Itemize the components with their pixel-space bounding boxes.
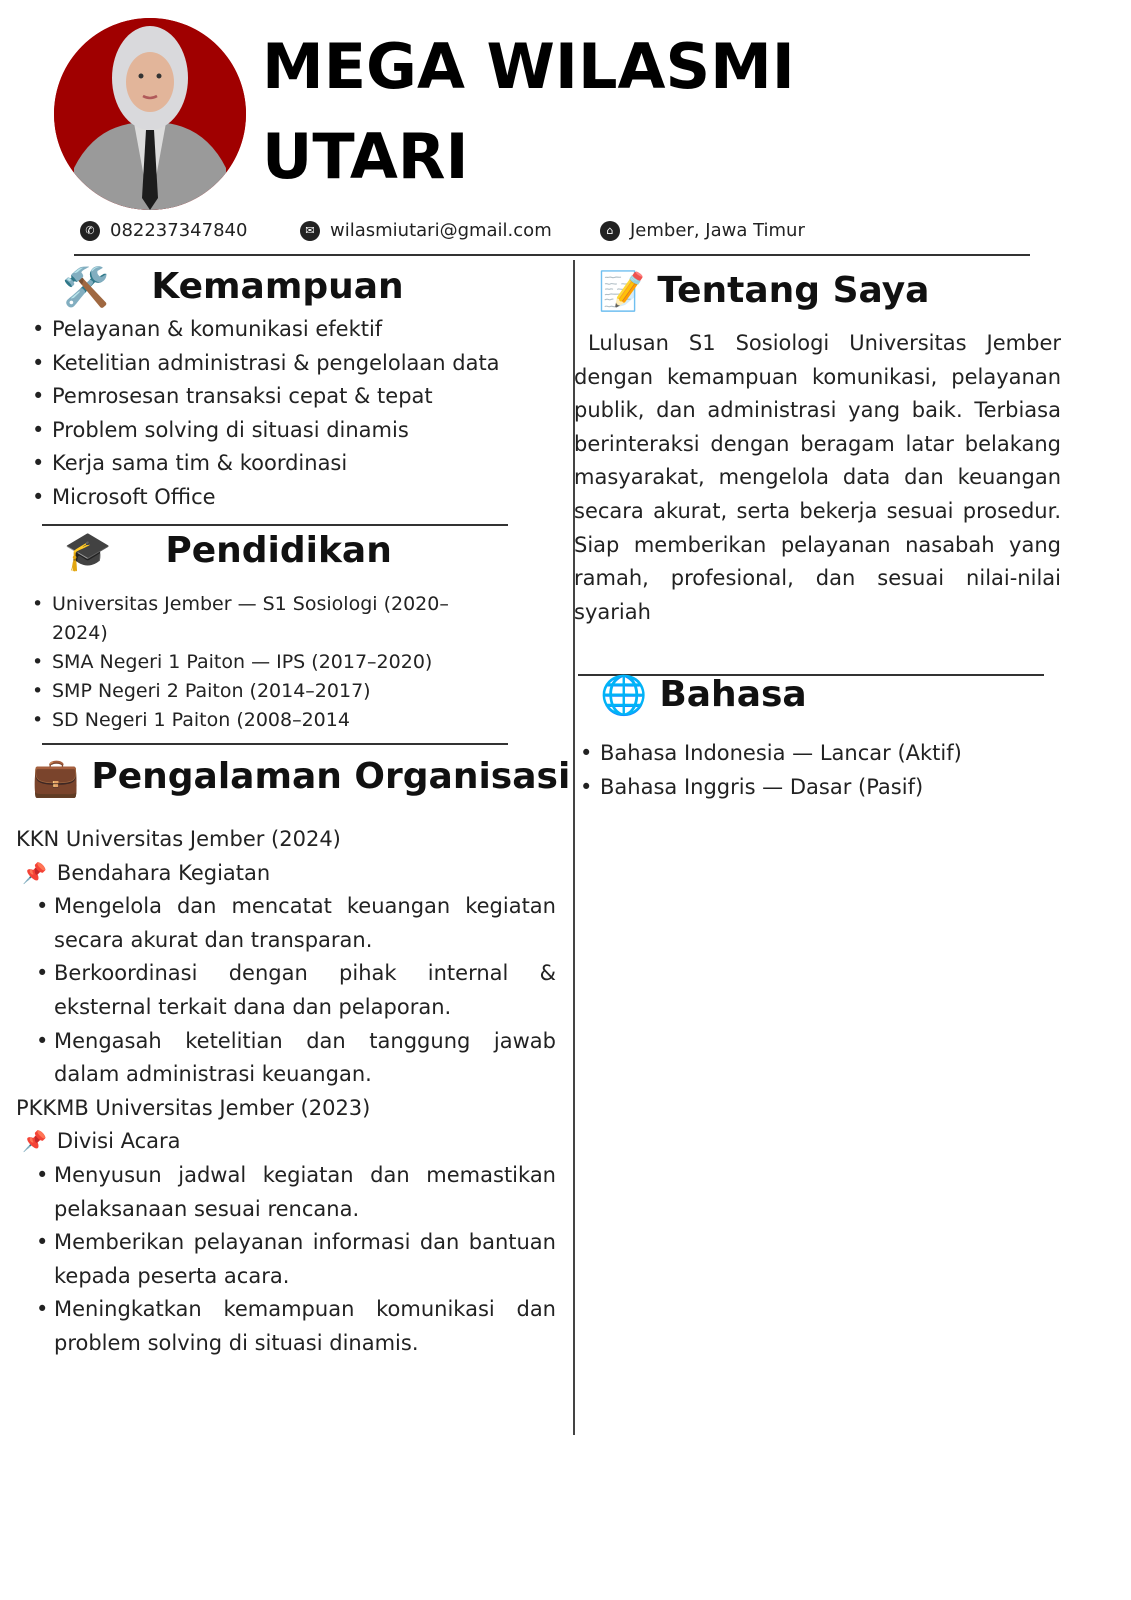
phone-icon: ✆ [80,221,100,241]
skill-item: • Pemrosesan transaksi cepat & tepat [32,380,500,414]
skill-item: • Pelayanan & komunikasi efektif [32,313,500,347]
email-address: wilasmiutari@gmail.com [330,220,552,241]
organization-name: KKN Universitas Jember (2024) [16,827,341,851]
briefcase-icon: 💼 [32,754,80,799]
skill-item: • Kerja sama tim & koordinasi [32,447,500,481]
organization-title: Pengalaman Organisasi [91,756,571,797]
phone-number: 082237347840 [110,220,248,241]
contact-email [300,220,552,241]
skill-item: • Microsoft Office [32,481,500,515]
organization-entry [16,1092,556,1361]
role-title: Bendahara Kegiatan [56,860,271,885]
role-point: • Berkoordinasi dengan pihak internal & eksternal terkait dana dan pelaporan. [36,957,556,1024]
role-point: • Mengasah ketelitian dan tanggung jawab dalam administrasi keuangan. [36,1025,556,1092]
language-item: • Bahasa Indonesia — Lancar (Aktif) [580,736,962,770]
about-text [574,327,1061,629]
organization-heading [32,756,570,797]
skill-item: • Ketelitian administrasi & pengelolaan data [32,347,500,381]
globe-icon: 🌐 [600,672,648,717]
role-points [36,890,556,1092]
organization-role [16,857,556,891]
hammer-and-wrench-icon: 🛠️ [62,264,110,309]
languages-heading [600,674,807,715]
role-point: • Mengelola dan mencatat keuangan kegiatan secara akurat dan transparan. [36,890,556,957]
mail-icon: ✉ [300,221,320,241]
role-point: • Meningkatkan kemampuan komunikasi dan problem solving di situasi dinamis. [36,1293,556,1360]
contact-phone [80,220,247,241]
contact-location [600,220,805,241]
about-title: Tentang Saya [657,270,930,311]
location-text: Jember, Jawa Timur [630,220,805,241]
education-title: Pendidikan [165,530,392,571]
skills-title: Kemampuan [151,266,404,307]
organization-name: PKKMB Universitas Jember (2023) [16,1095,371,1120]
profile-photo-illustration [54,18,246,210]
profile-photo [54,18,246,210]
skills-list [32,313,500,515]
education-list [32,590,502,735]
name-line-2: UTARI [262,120,469,193]
skills-divider [42,524,508,526]
skills-heading [62,266,404,307]
education-item: • SMP Negeri 2 Paiton (2014–2017) [32,677,502,706]
memo-icon: 📝 [598,268,646,313]
role-points [36,1159,556,1361]
languages-list [580,736,962,804]
languages-title: Bahasa [659,674,807,715]
organization-list [16,823,556,1361]
organization-role [16,1125,556,1159]
about-heading [598,270,929,311]
candidate-name [262,22,795,202]
education-item: • SD Negeri 1 Paiton (2008–2014 [32,706,502,735]
education-item: • Universitas Jember — S1 Sosiologi (2020–2024) [32,590,502,648]
graduation-cap-icon: 🎓 [64,528,112,573]
header-divider [74,254,1030,256]
education-heading [64,530,392,571]
language-item: • Bahasa Inggris — Dasar (Pasif) [580,770,962,804]
role-point: • Menyusun jadwal kegiatan dan memastikan pelaksanaan sesuai rencana. [36,1159,556,1226]
organization-entry [16,823,556,1092]
name-line-1: MEGA WILASMI [262,30,795,103]
about-paragraph: Lulusan S1 Sosiologi Universitas Jember dengan kemampuan komunikasi, pelayanan publik, dan administrasi yang baik. Terbiasa berinteraksi dengan beragam latar belakang masyarakat, mengelola data dan keuangan secara akurat, serta bekerja sesuai prosedur. Siap memberikan pelayanan nasabah yang ramah, profesional, dan sesuai nilai-nilai syariah [574,331,1061,624]
pushpin-icon: 📌 [22,860,47,885]
role-title: Divisi Acara [56,1129,181,1154]
pushpin-icon: 📌 [22,1129,47,1154]
home-icon: ⌂ [600,221,620,241]
role-point: • Memberikan pelayanan informasi dan bantuan kepada peserta acara. [36,1226,556,1293]
skill-item: • Problem solving di situasi dinamis [32,414,500,448]
education-item: • SMA Negeri 1 Paiton — IPS (2017–2020) [32,648,502,677]
education-divider [42,743,508,745]
